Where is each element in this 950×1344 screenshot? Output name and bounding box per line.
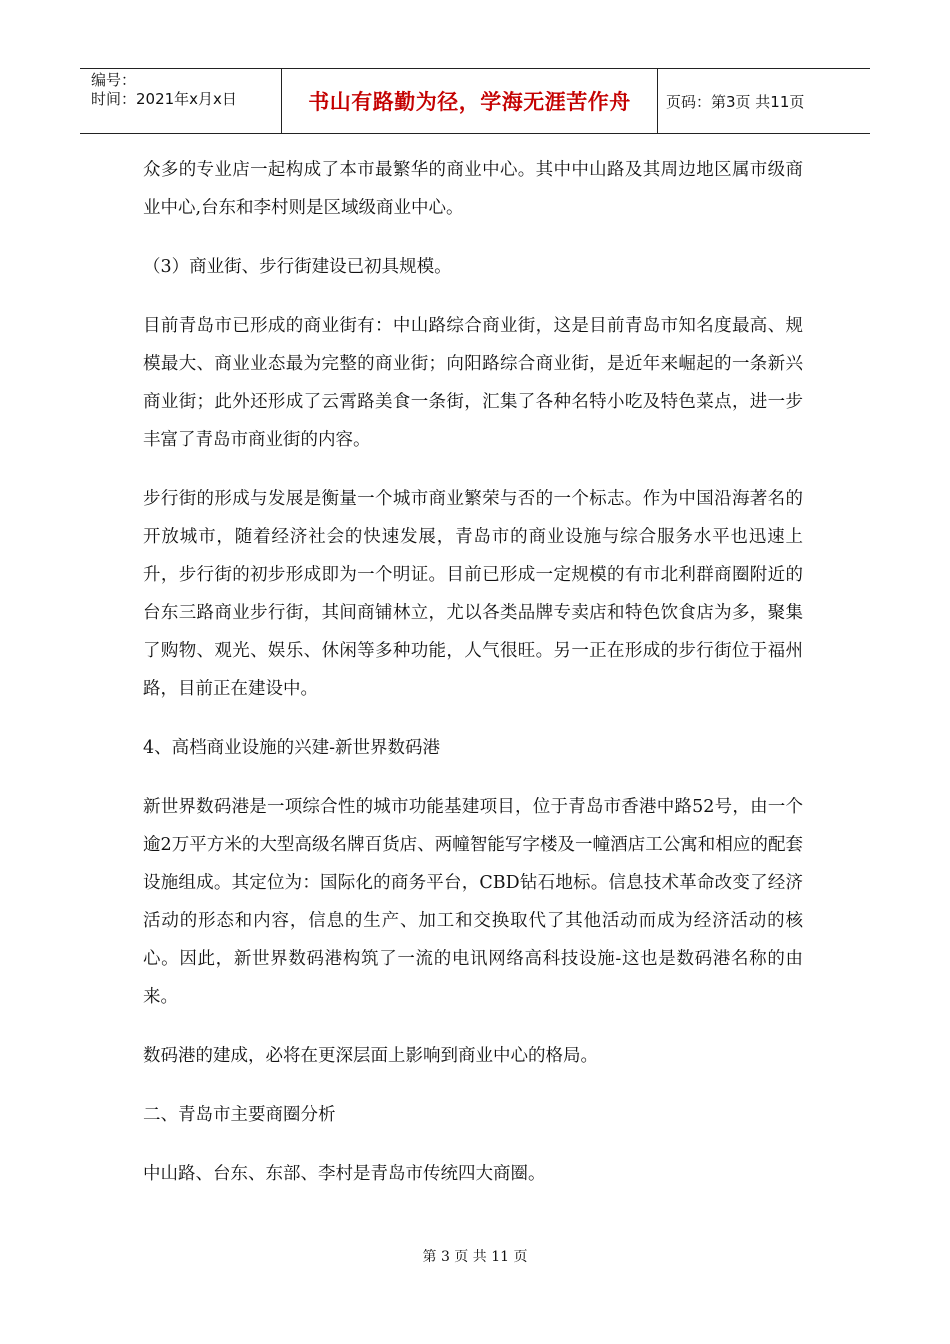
footer-page-number: 第 3 页 共 11 页 xyxy=(422,1249,528,1265)
section-subheading: 4、高档商业设施的兴建-新世界数码港 xyxy=(143,738,441,758)
header-page-info: 页码：第3页 共11页 xyxy=(666,92,805,111)
section-subheading: （3）商业街、步行街建设已初具规模。 xyxy=(143,257,452,277)
header-meta xyxy=(80,69,282,133)
page-header xyxy=(80,68,870,134)
header-motto-cell xyxy=(282,69,658,133)
body-paragraph: 步行街的形成与发展是衡量一个城市商业繁荣与否的一个标志。作为中国沿海著名的开放城市，随着经济社会的快速发展，青岛市的商业设施与综合服务水平也迅速上升，步行街的初步形成即为一个明证。目前已形成一定规模的有市北利群商圈附近的台东三路商业步行街，其间商铺林立，尤以各类品牌专卖店和特色饮食店为多，聚集了购物、观光、娱乐、休闲等多种功能，人气很旺。另一正在形成的步行街位于福州路，目前正在建设中。 xyxy=(143,489,803,699)
page-footer xyxy=(0,1246,950,1266)
document-number-label: 编号： xyxy=(91,71,137,89)
body-paragraph: 新世界数码港是一项综合性的城市功能基建项目，位于青岛市香港中路52号，由一个逾2万平方米的大型高级名牌百货店、两幢智能写字楼及一幢酒店工公寓和相应的配套设施组成。其定位为：国际化的商务平台，CBD钻石地标。信息技术革命改变了经济活动的形态和内容，信息的生产、加工和交换取代了其他活动而成为经济活动的核心。因此，新世界数码港构筑了一流的电讯网络高科技设施-这也是数码港名称的由来。 xyxy=(143,797,803,1007)
section-heading: 二、青岛市主要商圈分析 xyxy=(143,1105,336,1125)
header-motto: 书山有路勤为径，学海无涯苦作舟 xyxy=(308,90,631,114)
body-paragraph: 目前青岛市已形成的商业街有：中山路综合商业街，这是目前青岛市知名度最高、规模最大、商业业态最为完整的商业街；向阳路综合商业街，是近年来崛起的一条新兴商业街；此外还形成了云霄路美食一条街，汇集了各种名特小吃及特色菜点，进一步丰富了青岛市商业街的内容。 xyxy=(143,316,803,450)
body-paragraph: 数码港的建成，必将在更深层面上影响到商业中心的格局。 xyxy=(143,1046,598,1066)
body-paragraph: 中山路、台东、东部、李村是青岛市传统四大商圈。 xyxy=(143,1164,546,1184)
document-date: 时间：2021年x月x日 xyxy=(91,90,237,108)
document-body xyxy=(143,151,803,1214)
body-paragraph: 众多的专业店一起构成了本市最繁华的商业中心。其中中山路及其周边地区属市级商业中心,台东和李村则是区域级商业中心。 xyxy=(143,160,803,218)
